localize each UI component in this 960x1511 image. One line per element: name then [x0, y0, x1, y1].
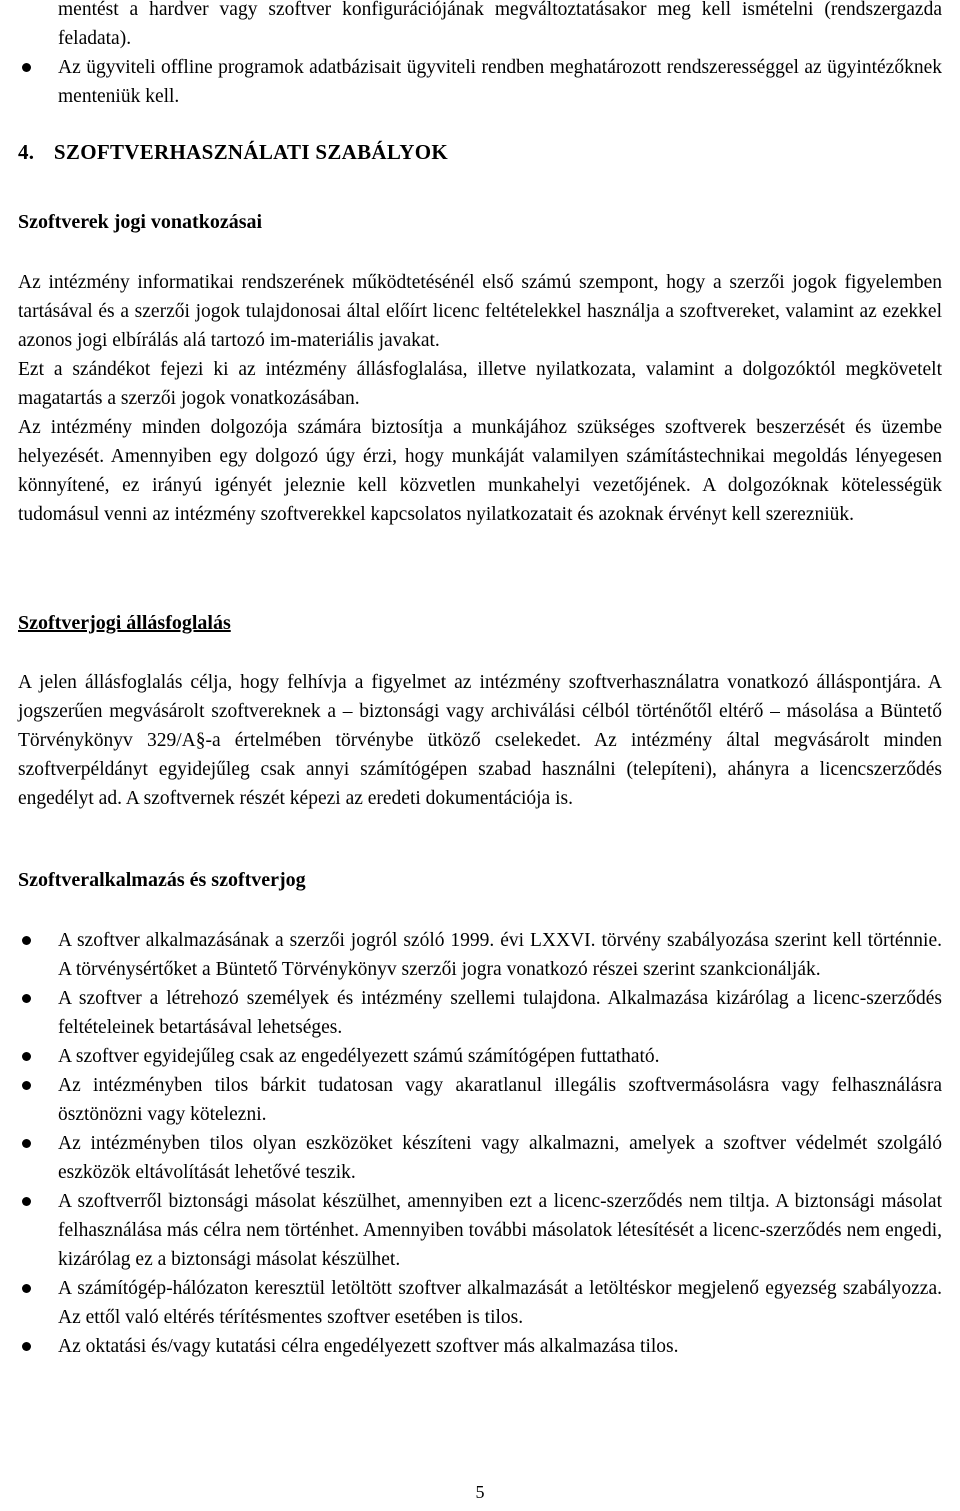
page-number: 5: [475, 1482, 485, 1502]
list-item: [18, 1071, 942, 1129]
list-item-text: Az intézményben tilos olyan eszközöket készíteni vagy alkalmazni, amelyek a szoftver védelmét szolgáló eszközök eltávolítását lehetővé teszik.: [58, 1133, 942, 1183]
list-item-text: A szoftver egyidejűleg csak az engedélyezett számú számítógépen futtatható.: [58, 1046, 660, 1067]
paragraph: Az intézmény minden dolgozója számára biztosítja a munkájához szükséges szoftverek beszerzését és üzembe helyezését. Amennyiben egy dolgozó úgy érzi, hogy munkáját valamilyen számítástechnikai megoldás lényegesen könnyítené, ez irányú igényét jeleznie kell közvetlen munkahelyi vezetőjének. A dolgozóknak kötelességük tudomásul venni az intézmény szoftverekkel kapcsolatos nyilatkozatait és azoknak érvényt kell szerezniük.: [18, 417, 942, 525]
list-item-text: Az intézményben tilos bárkit tudatosan vagy akaratlanul illegális szoftvermásolásra vagy felhasználásra ösztönözni vagy kötelezni.: [58, 1075, 942, 1125]
paragraph: A jelen állásfoglalás célja, hogy felhívja a figyelmet az intézmény szoftverhasználatra vonatkozó álláspontjára. A jogszerűen megvásárolt szoftvereknek a – biztonsági vagy archiválási célból történőtől eltérő – másolása a Büntető Törvénykönyv 329/A§-a értelmében törvénybe ütköző cselekedet. Az intézmény által megvásárolt minden szoftverpéldányt egyidejűleg csak annyi számítógépen szabad használni (telepíteni), ahányra a licencszerződés engedélyt ad. A szoftvernek részét képezi az eredeti dokumentációja is.: [18, 672, 942, 809]
list-item-text: A szoftver a létrehozó személyek és intézmény szellemi tulajdona. Alkalmazása kizárólag a licenc-szerződés feltételeinek betartásával lehetséges.: [58, 988, 942, 1038]
intro-continuation: mentést a hardver vagy szoftver konfigurációjának megváltoztatásakor meg kell ismételni (rendszergazda feladata).: [58, 0, 942, 49]
list-item: [18, 1274, 942, 1332]
list-item: [18, 1042, 942, 1071]
subsection-heading-legal: Szoftverek jogi vonatkozásai: [18, 211, 263, 233]
subsection-body-legal: [18, 268, 942, 529]
list-item: [18, 926, 942, 984]
bullet-icon: [22, 1081, 31, 1090]
list-item-text: Az oktatási és/vagy kutatási célra engedélyezett szoftver más alkalmazása tilos.: [58, 1336, 679, 1357]
section-number: 4.: [18, 140, 35, 164]
subsection-heading-statement: Szoftverjogi állásfoglalás: [18, 612, 231, 634]
section-heading: [18, 140, 448, 165]
paragraph: Az intézmény informatikai rendszerének működtetésénél első számú szempont, hogy a szerzői jogok figyelemben tartásával és a szerzői jogok tulajdonosai által előírt licenc feltételekkel használja a szoftvereket, valamint az ezekkel azonos jogi elbírálás alá tartozó im-materiális javakat.: [18, 272, 942, 351]
bullet-icon: [22, 1342, 31, 1351]
list-item: [18, 1187, 942, 1274]
subsection-heading-application: Szoftveralkalmazás és szoftverjog: [18, 869, 306, 891]
subsection-body-statement: [18, 668, 942, 813]
section-title: SZOFTVERHASZNÁLATI SZABÁLYOK: [53, 140, 449, 164]
bullet-icon: [22, 936, 31, 945]
bullet-icon: [22, 1284, 31, 1293]
intro-bullet-list: [18, 53, 942, 111]
bullet-icon: [22, 1139, 31, 1148]
bullet-icon: [22, 1052, 31, 1061]
bullet-icon: [22, 1197, 31, 1206]
list-item: [18, 1129, 942, 1187]
list-item-text: A szoftver alkalmazásának a szerzői jogról szóló 1999. évi LXXVI. törvény szabályozása szerint kell történnie. A törvénysértőket a Büntető Törvénykönyv szerzői jogra vonatkozó részei szerint szankcionálják.: [58, 930, 942, 980]
list-item: [18, 53, 942, 111]
list-item: [18, 1332, 942, 1361]
list-item-text: A számítógép-hálózaton keresztül letöltött szoftver alkalmazását a letöltéskor megjelenő egyezség szabályozza. Az ettől való eltérés térítésmentes szoftver esetében is tilos.: [58, 1278, 942, 1328]
application-bullet-list: [18, 926, 942, 1361]
paragraph: Ezt a szándékot fejezi ki az intézmény állásfoglalása, illetve nyilatkozata, valamint a dolgozóktól megkövetelt magatartás a szerzői jogok vonatkozásában.: [18, 359, 942, 409]
bullet-icon: [22, 63, 31, 72]
list-item-text: Az ügyviteli offline programok adatbázisait ügyviteli rendben meghatározott rendszerességgel az ügyintézőknek menteniük kell.: [58, 57, 942, 107]
list-item-text: A szoftverről biztonsági másolat készülhet, amennyiben ezt a licenc-szerződés nem tiltja. A biztonsági másolat felhasználása más célra nem történhet. Amennyiben további másolatok létesítését a licenc-szerződés nem engedi, kizárólag ez a biztonsági másolat készülhet.: [58, 1191, 942, 1270]
bullet-icon: [22, 994, 31, 1003]
list-item: [18, 984, 942, 1042]
